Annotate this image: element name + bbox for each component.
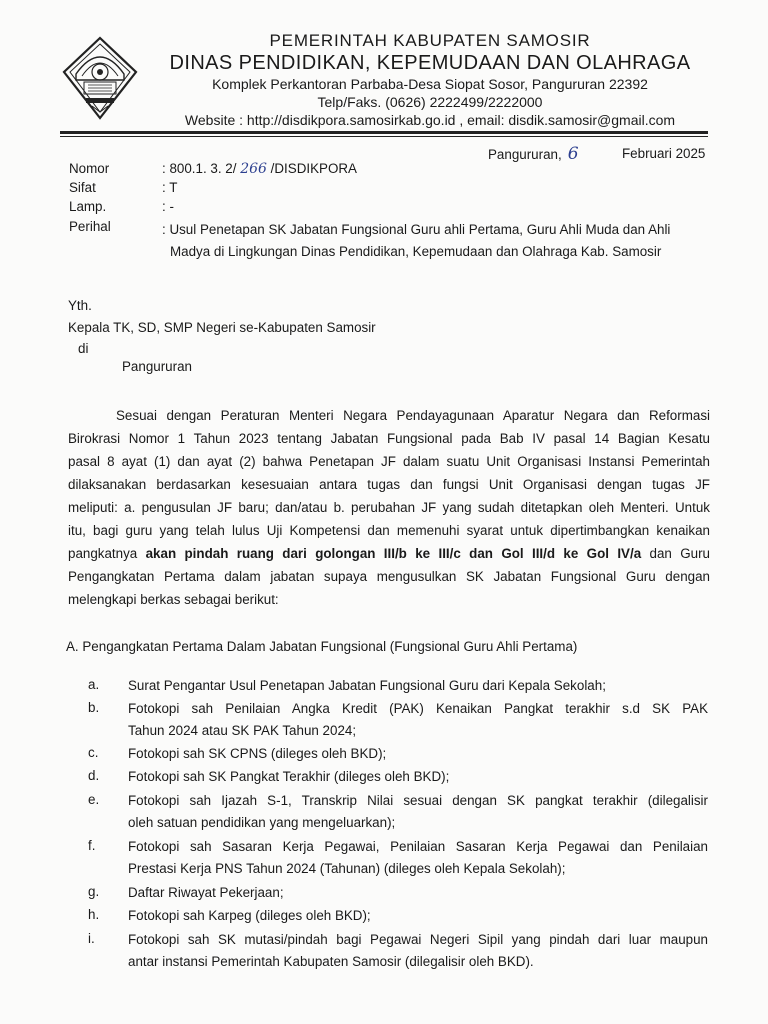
nomor-prefix: : 800.1. 3. 2/ — [162, 161, 237, 176]
body-paragraph — [68, 404, 710, 611]
list-item-text-cont: Tahun 2024 atau SK PAK Tahun 2024; — [128, 723, 357, 738]
list-item-marker: g. — [88, 884, 100, 899]
lamp-label: Lamp. — [69, 199, 107, 214]
body-line-7-post: dan Guru — [641, 546, 710, 561]
addressee-di: di — [78, 341, 89, 356]
list-item-text: Fotokopi sah SK CPNS (dileges oleh BKD); — [128, 746, 387, 761]
list-item-text: Surat Pengantar Usul Penetapan Jabatan Fungsional Guru dari Kepala Sekolah; — [128, 678, 606, 693]
addressee-yth: Yth. — [68, 298, 92, 313]
list-item-text: Fotokopi sah SK mutasi/pindah bagi Pegawai Negeri Sipil yang pindah dari luar maupun — [128, 932, 708, 947]
letterhead — [150, 30, 710, 130]
list-item-marker: e. — [88, 792, 100, 807]
letterhead-agency: DINAS PENDIDIKAN, KEPEMUDAAN DAN OLAHRAGA — [169, 52, 691, 74]
samosir-regency-emblem-icon — [62, 36, 138, 120]
letterhead-web-email: Website : http://disdikpora.samosirkab.go.id , email: disdik.samosir@gmail.com — [184, 112, 676, 128]
addressee-place: Pangururan — [122, 359, 192, 374]
list-item-marker: f. — [88, 838, 96, 853]
list-item-text: Fotokopi sah SK Pangkat Terakhir (dileges oleh BKD); — [128, 769, 450, 784]
body-line-7 — [68, 542, 710, 565]
lamp-value: : - — [162, 199, 174, 214]
list-item-marker: c. — [88, 745, 99, 760]
nomor-value — [162, 160, 357, 178]
date-month-year: Februari 2025 — [622, 146, 706, 161]
letterhead-rule-thin — [60, 136, 708, 137]
list-item-marker: h. — [88, 907, 100, 922]
perihal-line-2: Madya di Lingkungan Dinas Pendidikan, Kepemudaan dan Olahraga Kab. Samosir — [170, 244, 662, 259]
letterhead-phone: Telp/Faks. (0626) 2222499/2222000 — [317, 94, 543, 110]
letterhead-address: Komplek Perkantoran Parbaba-Desa Siopat Sosor, Pangururan 22392 — [212, 76, 648, 92]
list-item-text: Daftar Riwayat Pekerjaan; — [128, 885, 284, 900]
addressee-recipient: Kepala TK, SD, SMP Negeri se-Kabupaten Samosir — [68, 320, 376, 335]
letter-date — [488, 144, 706, 164]
sifat-value: : T — [162, 180, 178, 195]
perihal-label: Perihal — [69, 219, 111, 234]
body-line-7-pre: pangkatnya — [68, 546, 146, 561]
body-line-2: Birokrasi Nomor 1 Tahun 2023 tentang Jabatan Fungsional pada Bab IV pasal 14 Bagian Kesatu — [68, 431, 710, 446]
date-place: Pangururan, — [488, 147, 562, 162]
sifat-label: Sifat — [69, 180, 96, 195]
list-item-text-cont: oleh satuan pendidikan yang mengeluarkan); — [128, 815, 396, 830]
list-item-text: Fotokopi sah Penilaian Angka Kredit (PAK) Kenaikan Pangkat terakhir s.d SK PAK — [128, 701, 708, 716]
body-line-6: itu, bagi guru yang telah lulus Uji Kompetensi dan memenuhi syarat untuk dipertimbangkan kenaikan — [68, 523, 710, 538]
list-item-marker: d. — [88, 768, 100, 783]
list-item-marker: a. — [88, 677, 100, 692]
list-item-text-cont: Prestasi Kerja PNS Tahun 2024 (Tahunan) (dileges oleh Kepala Sekolah); — [128, 861, 566, 876]
list-item-text-cont: antar instansi Pemerintah Kabupaten Samosir (dilegalisir oleh BKD). — [128, 954, 534, 969]
body-line-1: Sesuai dengan Peraturan Menteri Negara Pendayagunaan Aparatur Negara dan Reformasi — [116, 408, 710, 423]
body-line-4: dilaksanakan berdasarkan kesesuaian antara tugas dan fungsi Unit Organisasi dengan tugas JF — [68, 477, 710, 492]
letterhead-rule-thick — [60, 131, 708, 134]
nomor-handwritten: 266 — [240, 161, 267, 177]
date-day-handwritten: 6 — [567, 144, 579, 164]
body-line-8: Pengangkatan Pertama dalam jabatan supaya mengusulkan SK Jabatan Fungsional Guru dengan — [68, 569, 710, 584]
letterhead-government: PEMERINTAH KABUPATEN SAMOSIR — [269, 31, 591, 50]
body-line-3: pasal 8 ayat (1) dan ayat (2) bahwa Penetapan JF dalam suatu Unit Organisasi Instansi Pemerintah — [68, 454, 710, 469]
list-item-marker: b. — [88, 700, 100, 715]
body-line-7-bold: akan pindah ruang dari golongan III/b ke III/c dan Gol III/d ke Gol IV/a — [145, 546, 642, 561]
list-item-text: Fotokopi sah Karpeg (dileges oleh BKD); — [128, 908, 371, 923]
nomor-suffix: /DISDIKPORA — [270, 161, 357, 176]
body-line-5: meliputi: a. pengusulan JF baru; dan/atau b. perubahan JF yang sudah ditetapkan oleh Menteri. Untuk — [68, 500, 710, 515]
list-item-text: Fotokopi sah Ijazah S-1, Transkrip Nilai sesuai dengan SK pangkat terakhir (dilegalisir — [128, 793, 708, 808]
perihal-line-1: : Usul Penetapan SK Jabatan Fungsional Guru ahli Pertama, Guru Ahli Muda dan Ahli — [162, 222, 671, 237]
nomor-label: Nomor — [69, 161, 110, 176]
list-item-marker: i. — [88, 931, 95, 946]
list-item-text: Fotokopi sah Sasaran Kerja Pegawai, Penilaian Sasaran Kerja Pegawai dan Penilaian — [128, 839, 708, 854]
body-line-9: melengkapi berkas sebagai berikut: — [68, 592, 279, 607]
section-a-heading: A. Pengangkatan Pertama Dalam Jabatan Fungsional (Fungsional Guru Ahli Pertama) — [66, 639, 578, 654]
